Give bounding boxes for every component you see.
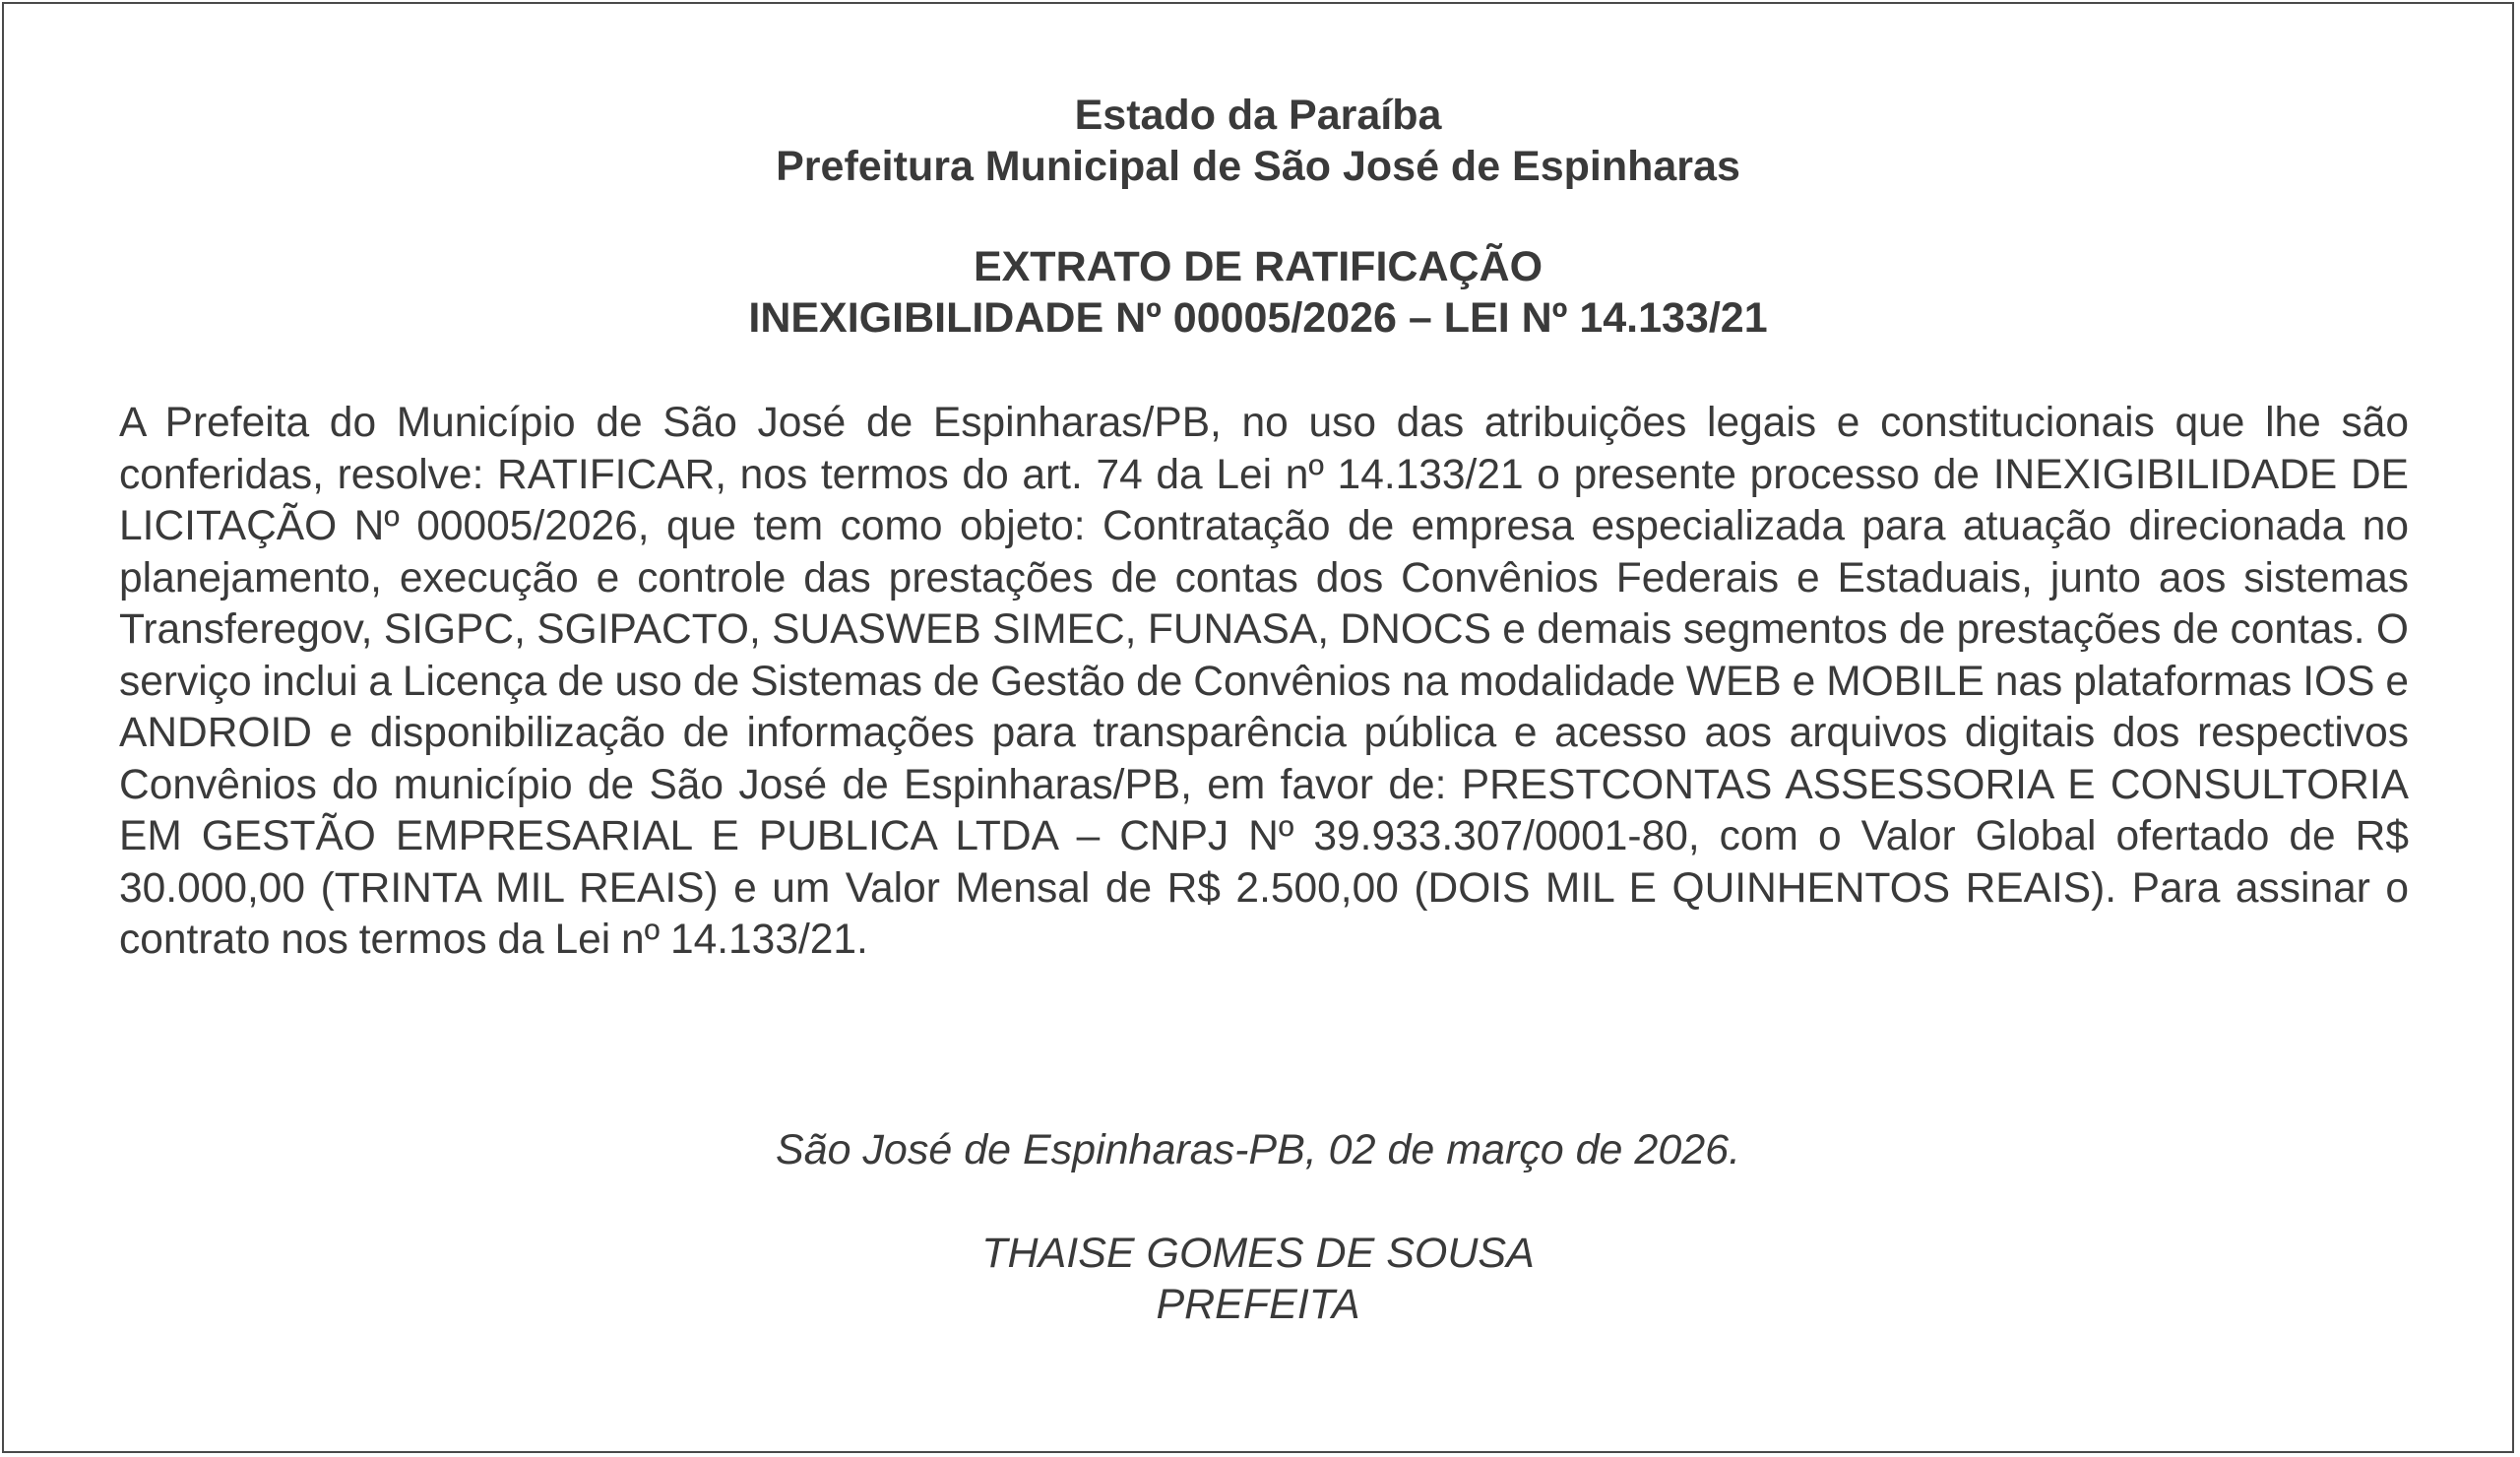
state-heading: Estado da Paraíba (1074, 92, 1442, 139)
document-frame (2, 2, 2514, 1453)
signer-name: THAISE GOMES DE SOUSA (981, 1230, 1535, 1277)
signer-title: PREFEITA (1156, 1281, 1360, 1328)
municipality-heading: Prefeitura Municipal de São José de Espinharas (776, 143, 1740, 190)
document-subtitle: INEXIGIBILIDADE Nº 00005/2026 – LEI Nº 14.133/21 (748, 294, 1768, 342)
place-date: São José de Espinharas-PB, 02 de março de 2026. (775, 1126, 1741, 1173)
ratification-paragraph: A Prefeita do Município de São José de Espinharas/PB, no uso das atribuições legais e constitucionais que lhe são conferidas, resolve: RATIFICAR, nos termos do art. 74 da Lei nº 14.133/21 o presente processo de INEXIGIBILIDADE DE LICITAÇÃO Nº 00005/2026, que tem como objeto: Contratação de empresa especializada para atuação direcionada no planejamento, execução e controle das prestações de contas dos Convênios Federais e Estaduais, junto aos sistemas Transferegov, SIGPC, SGIPACTO, SUASWEB SIMEC, FUNASA, DNOCS e demais segmentos de prestações de contas. O serviço inclui a Licença de uso de Sistemas de Gestão de Convênios na modalidade WEB e MOBILE nas plataformas IOS e ANDROID e disponibilização de informações para transparência pública e acesso aos arquivos digitais dos respectivos Convênios do município de São José de Espinharas/PB, em favor de: PRESTCONTAS ASSESSORIA E CONSULTORIA EM GESTÃO EMPRESARIAL E PUBLICA LTDA – CNPJ Nº 39.933.307/0001-80, com o Valor Global ofertado de R$ 30.000,00 (TRINTA MIL REAIS) e um Valor Mensal de R$ 2.500,00 (DOIS MIL E QUINHENTOS REAIS). Para assinar o contrato nos termos da Lei nº 14.133/21. (119, 400, 2409, 963)
document-title: EXTRATO DE RATIFICAÇÃO (973, 243, 1544, 290)
